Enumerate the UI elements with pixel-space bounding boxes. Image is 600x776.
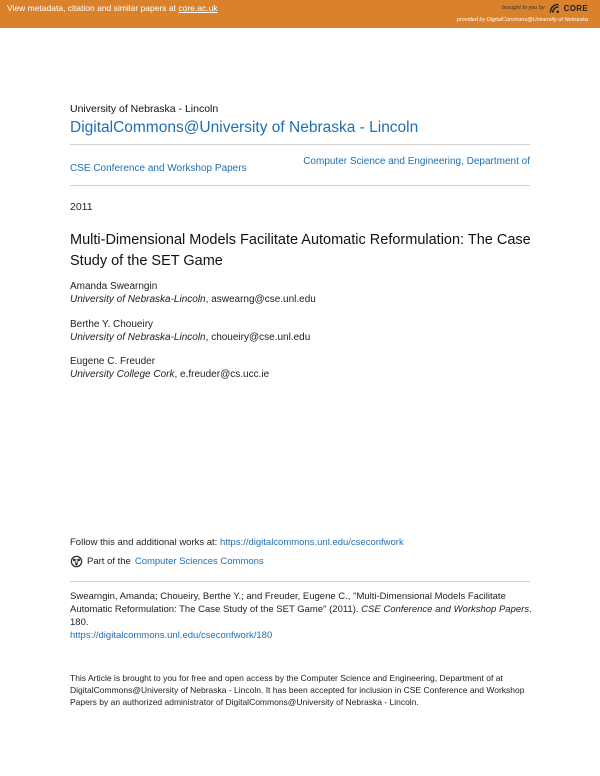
author-email: aswearng@cse.unl.edu xyxy=(211,294,316,305)
core-metadata-link[interactable] xyxy=(7,3,218,13)
author-email: choueiry@cse.unl.edu xyxy=(211,332,311,343)
author-affiliation: University of Nebraska-Lincoln, aswearng@cse.unl.edu xyxy=(70,294,316,305)
brought-to-you-text: brought to you by xyxy=(502,5,545,11)
header-divider xyxy=(70,144,530,145)
series-link[interactable]: CSE Conference and Workshop Papers xyxy=(70,163,247,174)
core-metadata-link-prefix: View metadata, citation and similar papers at xyxy=(7,3,179,13)
core-brought-by[interactable] xyxy=(502,1,588,15)
author-institution: University of Nebraska-Lincoln xyxy=(70,332,206,343)
citation-suffix: . 180. xyxy=(70,604,532,628)
follow-works-line xyxy=(70,537,404,548)
follow-prefix: Follow this and additional works at: xyxy=(70,537,220,548)
recommended-citation xyxy=(70,590,532,642)
repository-link[interactable]: DigitalCommons@University of Nebraska - Lincoln xyxy=(70,119,419,136)
author-institution: University of Nebraska-Lincoln xyxy=(70,294,206,305)
author-block xyxy=(70,355,269,381)
author-name: Berthe Y. Choueiry xyxy=(70,319,154,330)
core-logo-icon xyxy=(548,2,561,15)
author-affiliation: University of Nebraska-Lincoln, choueiry@cse.unl.edu xyxy=(70,332,311,343)
access-notice: This Article is brought to you for free and open access by the Computer Science and Engineering, Department of at DigitalCommons@University of Nebraska - Lincoln. It has been accepted for inclusion in CSE Conference and Workshop Papers by an authorized administrator of DigitalCommons@University of Nebraska - Lincoln. xyxy=(70,673,525,707)
citation-url-link[interactable]: https://digitalcommons.unl.edu/cseconfwork/180 xyxy=(70,630,273,641)
core-site-link-text: core.ac.uk xyxy=(178,3,218,13)
citation-text: Swearngin, Amanda; Choueiry, Berthe Y.; and Freuder, Eugene C., "Multi-Dimensional Models Facilitate Automatic Reformulation: The Case Study of the SET Game" (2011). xyxy=(70,591,506,615)
paper-title: Multi-Dimensional Models Facilitate Automatic Reformulation: The Case Study of the SET Game xyxy=(70,232,531,269)
computer-sciences-commons-link[interactable]: Computer Sciences Commons xyxy=(134,556,264,567)
author-block xyxy=(70,318,310,344)
core-logo-word: CORE xyxy=(563,3,588,13)
department-link[interactable]: Computer Science and Engineering, Department of xyxy=(303,156,530,167)
part-of-line xyxy=(70,555,264,568)
author-email: e.freuder@cs.ucc.ie xyxy=(180,369,270,380)
author-name: Amanda Swearngin xyxy=(70,281,158,292)
publication-year: 2011 xyxy=(70,201,93,213)
author-name: Eugene C. Freuder xyxy=(70,356,156,367)
citation-divider xyxy=(70,581,530,582)
author-institution: University College Cork xyxy=(70,369,175,380)
part-of-prefix: Part of the xyxy=(87,556,131,567)
author-block xyxy=(70,280,316,306)
core-banner xyxy=(0,0,600,28)
commons-network-icon xyxy=(70,555,83,568)
citation-series: CSE Conference and Workshop Papers xyxy=(361,604,530,615)
follow-works-link[interactable]: https://digitalcommons.unl.edu/cseconfwork xyxy=(219,537,404,548)
header-divider-bottom xyxy=(70,185,530,186)
author-affiliation: University College Cork, e.freuder@cs.ucc.ie xyxy=(70,369,270,380)
provided-by-text: provided by DigitalCommons@University of Nebraska xyxy=(456,17,588,23)
institution-name: University of Nebraska - Lincoln xyxy=(70,103,219,115)
